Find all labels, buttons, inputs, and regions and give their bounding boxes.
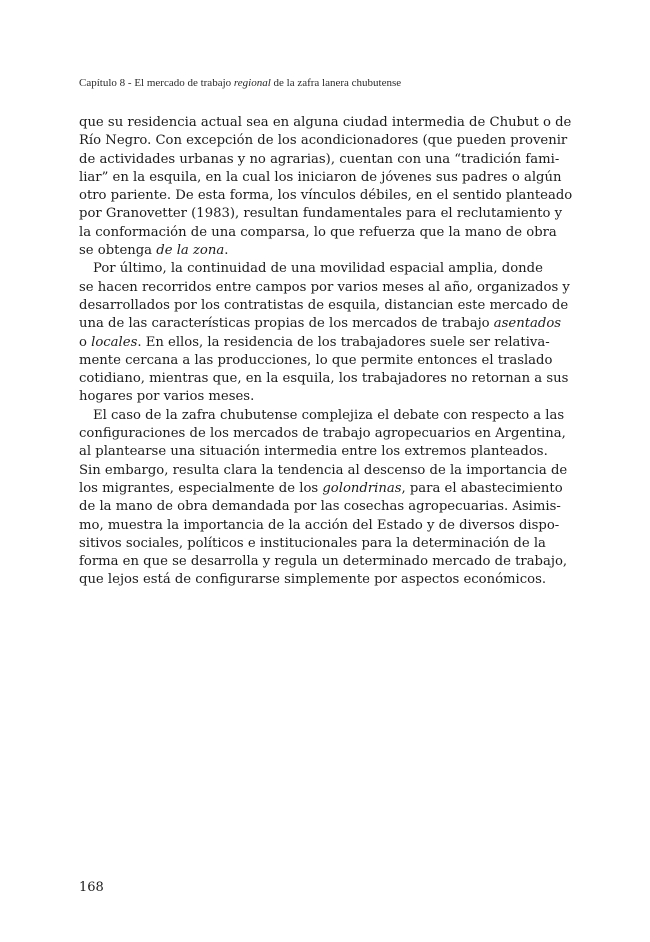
text-run: de actividades urbanas y no agrarias), cuentan con una “tradición fami- <box>79 151 560 167</box>
italic-text: golondrinas <box>322 480 402 496</box>
text-run: al plantearse una situación intermedia entre los extremos planteados. <box>79 444 548 460</box>
text-run: hogares por varios meses. <box>79 389 255 405</box>
text-run: El caso de la zafra chubutense complejiza el debate con respecto a las <box>93 407 565 423</box>
text-line <box>79 205 563 223</box>
text-line <box>79 334 550 352</box>
text-line <box>79 242 541 260</box>
text-line <box>79 132 568 150</box>
text-run: , para el abastecimiento <box>401 480 563 496</box>
text-line <box>79 260 541 278</box>
text-line <box>79 480 563 498</box>
body-text <box>79 114 573 590</box>
text-line <box>79 443 548 461</box>
text-run: la conformación de una comparsa, lo que refuerza que la mano de obra <box>79 224 557 240</box>
text-line <box>79 224 557 242</box>
text-line <box>79 407 565 425</box>
text-run: desarrollados por los contratistas de esquila, distancian este mercado de <box>79 297 569 313</box>
text-run: de la mano de obra demandada por las cosechas agropecuarias. Asimis- <box>79 499 561 515</box>
text-line <box>79 535 546 553</box>
text-run: . <box>224 243 229 259</box>
text-line <box>79 571 547 589</box>
text-run: que su residencia actual sea en alguna ciudad intermedia de Chubut o de <box>79 115 572 130</box>
text-run: los migrantes, especialmente de los <box>79 480 323 496</box>
text-run: configuraciones de los mercados de trabajo agropecuarios en Argentina, <box>79 426 566 442</box>
text-line <box>79 425 566 443</box>
text-line <box>79 169 562 187</box>
text-run: sitivos sociales, políticos e institucionales para la determinación de la <box>79 535 546 551</box>
text-line <box>79 553 568 571</box>
text-run: otro pariente. De esta forma, los vínculos débiles, en el sentido planteado <box>79 188 573 204</box>
text-line <box>79 297 569 315</box>
italic-text: asentados <box>493 316 562 332</box>
italic-text: de la zona <box>156 243 225 259</box>
text-run: o <box>79 334 92 350</box>
text-run: cotidiano, mientras que, en la esquila, los trabajadores no retornan a sus <box>79 371 569 387</box>
text-run: Por último, la continuidad de una movilidad espacial amplia, donde <box>93 261 543 277</box>
text-line <box>79 151 560 169</box>
text-run: una de las características propias de los mercados de trabajo <box>79 316 494 332</box>
text-line <box>79 370 569 388</box>
text-run: Río Negro. Con excepción de los acondicionadores (que pueden provenir <box>79 133 568 149</box>
running-header <box>79 76 559 90</box>
text-run: que lejos está de configurarse simplemente por aspectos económicos. <box>79 572 547 588</box>
text-run: mo, muestra la importancia de la acción del Estado y de diversos dispo- <box>79 517 560 533</box>
text-run: . En ellos, la residencia de los trabajadores suele ser relativa- <box>137 334 550 350</box>
text-run: se obtenga <box>79 243 157 259</box>
text-run: liar” en la esquila, en la cual los iniciaron de jóvenes sus padres o algún <box>79 169 562 185</box>
text-line <box>79 187 573 205</box>
text-run: por Granovetter (1983), resultan fundamentales para el reclutamiento y <box>79 206 563 222</box>
text-line <box>79 388 541 406</box>
text-line <box>79 114 572 132</box>
chapter-title-end: de la zafra lanera chubutense <box>273 77 402 89</box>
page-number: 168 <box>79 880 104 895</box>
text-line <box>79 462 568 480</box>
text-line <box>79 279 570 297</box>
chapter-label: Capítulo 8 - <box>79 77 132 89</box>
text-run: se hacen recorridos entre campos por varios meses al año, organizados y <box>79 279 570 295</box>
text-line <box>79 315 562 333</box>
chapter-title-start: El mercado de trabajo <box>134 77 232 89</box>
italic-text: locales <box>91 334 138 350</box>
text-line <box>79 517 560 535</box>
text-line <box>79 352 553 370</box>
text-run: Sin embargo, resulta clara la tendencia al descenso de la importancia de <box>79 462 568 478</box>
text-run: mente cercana a las producciones, lo que permite entonces el traslado <box>79 352 553 368</box>
text-run: forma en que se desarrolla y regula un determinado mercado de trabajo, <box>79 554 568 570</box>
text-line <box>79 498 561 516</box>
chapter-title-italic: regional <box>233 77 271 89</box>
